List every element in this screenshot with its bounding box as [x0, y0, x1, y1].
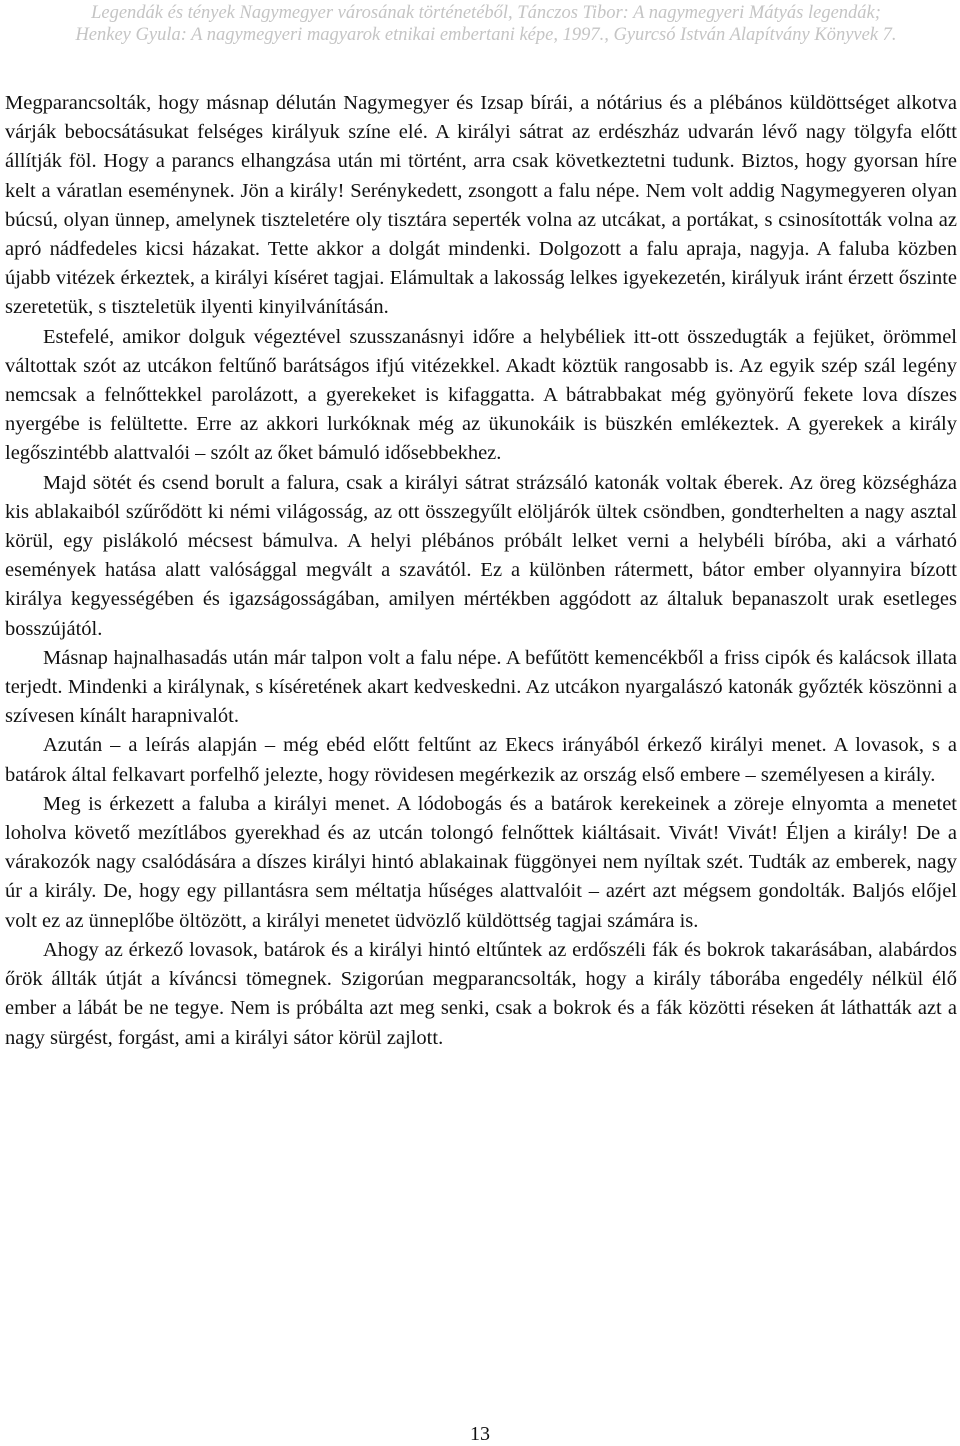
body-text — [5, 89, 957, 1053]
running-header — [36, 2, 936, 46]
running-header-line-1: Legendák és tények Nagymegyer városának történetéből, Tánczos Tibor: A nagymegyeri Mátyás legendák; — [91, 3, 881, 23]
paragraph-4: Másnap hajnalhasadás után már talpon volt a falu népe. A befűtött kemencékből a friss cipók és kalácsok illata terjedt. Mindenki a királynak, s kíséretének akart kedveskedni. Az utcákon nyargalászó katonák győzték köszönni a szívesen kínált harapnivalót. — [5, 646, 957, 728]
running-header-line-2: Henkey Gyula: A nagymegyeri magyarok etnikai embertani képe, 1997., Gyurcsó István Alapítvány Könyvek 7. — [75, 25, 897, 45]
paragraph-1: Megparancsolták, hogy másnap délután Nagymegyer és Izsap bírái, a nótárius és a plébános küldöttséget alkotva várják bebocsátásukat felséges királyuk színe elé. A királyi sátrat az erdészház udvarán lévő nagy tölgyfa előtt állítják föl. Hogy a parancs elhangzása után mi történt, arra csak következtetni tudunk. Biztos, hogy gyorsan híre kelt a váratlan eseménynek. Jön a király! Serénykedett, zsongott a falu népe. Nem volt addig Nagymegyeren olyan búcsú, olyan ünnep, amelynek tiszteletére oly tisztára seperték volna az utcákat, a portákat, s csinosították volna az apró nádfedeles kicsi házakat. Tette akkor a dolgát mindenki. Dolgozott a falu apraja, nagyja. A faluba közben újabb vitézek érkeztek, a királyi kíséret tagjai. Elámultak a lakosság lelkes igyekezetén, királyuk iránt érzett őszinte szeretetük, s tiszteletük ilyenti kinyilvánításán. — [5, 92, 957, 319]
paragraph-6: Meg is érkezett a faluba a királyi menet. A lódobogás és a batárok kerekeinek a zöreje elnyomta a menetet loholva követő mezítlábos gyerekhad és az utcán tolongó felnőttek kiáltásait. Vivát! Vivát! Éljen a király! De a várakozók nagy csalódására a díszes királyi hintó ablakainak függönyei nem nyíltak szét. Tudták az emberek, nagy úr a király. De, hogy egy pillantásra sem méltatja hűséges alattvalóit – azért azt mégsem gondolták. Baljós előjel volt ez az ünneplőbe öltözött, a királyi menetet üdvözlő küldöttség tagjai számára is. — [5, 792, 957, 932]
page-number: 13 — [470, 1423, 490, 1445]
paragraph-7: Ahogy az érkező lovasok, batárok és a királyi hintó eltűntek az erdőszéli fák és bokrok takarásában, alabárdos őrök állták útját a kíváncsi tömegnek. Szigorúan megparancsolták, hogy a király táborába engedély nélkül élő ember a lábát be ne tegye. Nem is próbálta azt meg senki, csak a bokrok és a fák közötti réseken át láthatták azt a nagy sürgést, forgást, ami a királyi sátor körül zajlott. — [5, 938, 957, 1049]
paragraph-5: Azután – a leírás alapján – még ebéd előtt feltűnt az Ekecs irányából érkező királyi menet. A lovasok, s a batárok által felkavart porfelhő jelezte, hogy rövidesen megérkezik az ország első embere – személyesen a király. — [5, 734, 957, 786]
paragraph-2: Estefelé, amikor dolguk végeztével szusszanásnyi időre a helybéliek itt-ott összedugták a fejüket, örömmel váltottak szót az utcákon feltűnő barátságos ifjú vitézekkel. Akadt köztük rangosabb is. Az egyik szép szál legény nemcsak a felnőttekkel parolázott, a gyerekeket is kifaggatta. A bátrabbakat még gyönyörű fekete lova díszes nyergébe is felültette. Erre az akkori lurkóknak még az ükunokáik is büszkén emlékeztek. A gyerekek a király legőszintébb alattvalói – szólt az őket bámuló idősebbekhez. — [5, 325, 957, 465]
paragraph-3: Majd sötét és csend borult a falura, csak a királyi sátrat strázsáló katonák voltak éberek. Az öreg községháza kis ablakaiból szűrődött ki némi világosság, az ott összegyűlt elöljárók ültek csöndben, gondterhelten a nagy asztal körül, egy pislákoló mécsest bámulva. A helyi plébános próbált lelket verni a helybéli bíróba, aki a várható események hatása alatt valósággal megvált a szavától. Ez a különben rátermett, bátor ember olyannyira bízott királya kegyességében és igazságosságában, amilyen mértékben aggódott az általuk bepanaszolt urak esetleges bosszújától. — [5, 471, 957, 640]
